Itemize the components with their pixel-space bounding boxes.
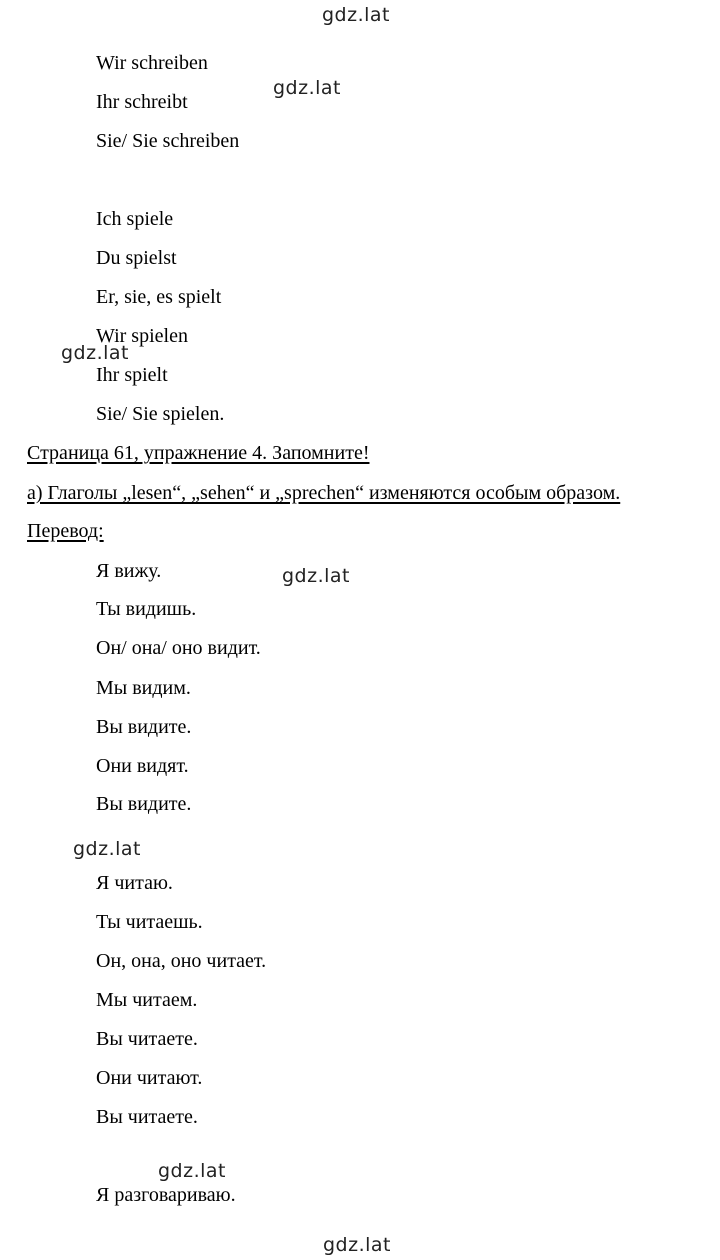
conjugation-line: Er, sie, es spielt <box>96 286 222 308</box>
conjugation-line: Ihr spielt <box>96 364 168 386</box>
conjugation-line: Wir spielen <box>96 325 188 347</box>
translation-line: Вы видите. <box>96 716 192 738</box>
translation-line: Я читаю. <box>96 872 173 894</box>
translation-line: Мы видим. <box>96 677 191 699</box>
translation-line: Ты читаешь. <box>96 911 203 933</box>
translation-line: Они читают. <box>96 1067 203 1089</box>
watermark: gdz.lat <box>273 77 342 99</box>
watermark-top: gdz.lat <box>322 4 391 26</box>
exercise-title: Страница 61, упражнение 4. Запомните! <box>27 442 370 464</box>
translation-line: Вы видите. <box>96 793 192 815</box>
watermark: gdz.lat <box>73 838 142 860</box>
watermark: gdz.lat <box>158 1160 227 1182</box>
conjugation-line: Sie/ Sie schreiben <box>96 130 240 152</box>
translation-line: Я вижу. <box>96 560 162 582</box>
translation-line: Мы читаем. <box>96 989 198 1011</box>
conjugation-line: Ihr schreibt <box>96 91 188 113</box>
translation-line: Он, она, оно читает. <box>96 950 267 972</box>
conjugation-line: Wir schreiben <box>96 52 208 74</box>
conjugation-line: Ich spiele <box>96 208 174 230</box>
translation-line: Ты видишь. <box>96 598 197 620</box>
translation-line: Вы читаете. <box>96 1106 198 1128</box>
translation-line: Они видят. <box>96 755 189 777</box>
conjugation-line: Du spielst <box>96 247 177 269</box>
watermark: gdz.lat <box>282 565 351 587</box>
translation-line: Вы читаете. <box>96 1028 198 1050</box>
watermark-bottom: gdz.lat <box>323 1234 392 1256</box>
translation-line: Я разговариваю. <box>96 1184 236 1206</box>
translation-line: Он/ она/ оно видит. <box>96 637 261 659</box>
watermark: gdz.lat <box>61 342 130 364</box>
translation-label: Перевод: <box>27 520 104 542</box>
exercise-rule: а) Глаголы „lesen“, „sehen“ и „sprechen“ изменяются особым образом. <box>27 482 621 504</box>
conjugation-line: Sie/ Sie spielen. <box>96 403 225 425</box>
